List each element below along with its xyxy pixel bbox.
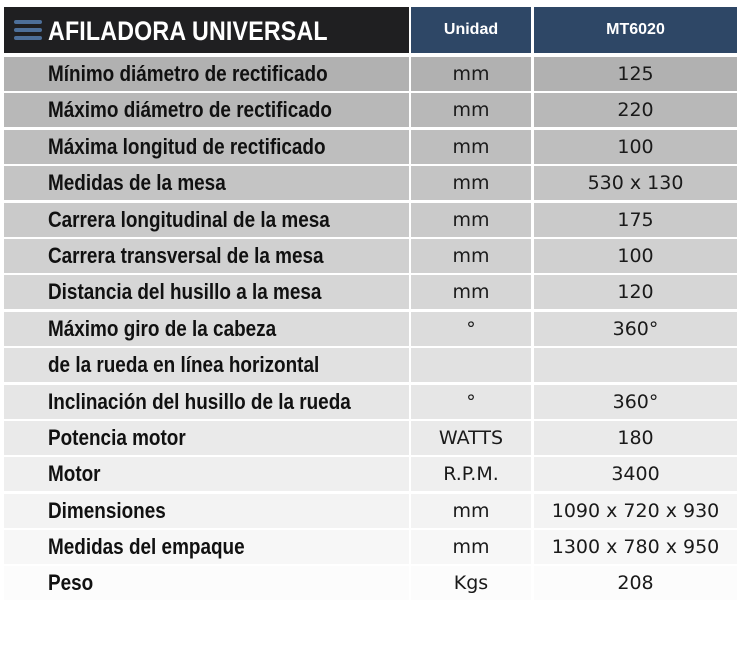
model-column-header: MT6020 [534,7,737,53]
spec-label-cell [4,166,409,200]
table-row [4,566,737,600]
menu-icon [14,20,42,40]
spec-label-cell [4,566,409,600]
value-cell [534,348,737,382]
table-row [4,275,737,309]
unit-cell [411,166,531,200]
table-body [4,57,737,600]
spec-unit: mm [452,99,490,122]
spec-label-cell [4,203,409,237]
spec-value: 1300 x 780 x 950 [551,536,720,559]
unit-cell [411,457,531,491]
spec-value: 360° [612,317,659,340]
spec-label: Peso [48,570,94,596]
spec-label: Carrera transversal de la mesa [48,242,324,268]
spec-unit: mm [452,135,490,158]
spec-value: 220 [617,99,654,122]
spec-unit: R.P.M. [443,463,499,486]
spec-value: 175 [617,208,654,231]
unit-cell [411,312,531,346]
spec-label: Mínimo diámetro de rectificado [48,61,328,86]
table-row [4,421,737,455]
value-cell [534,530,737,564]
table-row [4,530,737,564]
spec-value: 208 [617,572,654,595]
table-row [4,312,737,346]
value-cell [534,457,737,491]
spec-label: Máximo diámetro de rectificado [48,97,332,123]
spec-label-cell [4,385,409,419]
spec-label: Inclinación del husillo de la rueda [48,388,351,414]
table-title: AFILADORA UNIVERSAL [48,16,328,46]
spec-label: Distancia del husillo a la mesa [48,279,322,305]
unit-cell [411,385,531,419]
unit-cell [411,57,531,91]
table-row [4,239,737,273]
spec-value: 120 [617,281,654,304]
spec-label: Medidas de la mesa [48,170,226,196]
unit-cell [411,421,531,455]
spec-label: Dimensiones [48,497,166,523]
table-row [4,166,737,200]
spec-value: 180 [617,426,654,449]
spec-unit: mm [452,499,490,522]
table-row [4,130,737,164]
unit-cell [411,566,531,600]
value-cell [534,421,737,455]
value-cell [534,494,737,528]
spec-label-cell [4,312,409,346]
spec-label-cell [4,530,409,564]
spec-unit: mm [452,536,490,559]
value-cell [534,312,737,346]
spec-label-cell [4,348,409,382]
spec-label-cell [4,457,409,491]
spec-label: Máximo giro de la cabeza [48,315,277,341]
spec-unit: ° [466,317,476,340]
value-cell [534,385,737,419]
spec-label: Máxima longitud de rectificado [48,133,326,159]
unit-cell [411,130,531,164]
spec-unit: mm [452,281,490,304]
spec-label-cell [4,93,409,127]
unit-column-header: Unidad [411,7,531,53]
title-cell [4,7,409,53]
value-cell [534,275,737,309]
spec-value: 100 [617,135,654,158]
spec-table [4,7,737,603]
unit-cell [411,239,531,273]
spec-label: Medidas del empaque [48,534,245,560]
spec-label: de la rueda en línea horizontal [48,352,320,378]
spec-unit: mm [452,172,490,195]
value-cell [534,239,737,273]
spec-value: 1090 x 720 x 930 [551,499,720,522]
spec-label-cell [4,57,409,91]
spec-unit: mm [452,208,490,231]
table-row [4,203,737,237]
table-row [4,494,737,528]
value-cell [534,566,737,600]
spec-value: 125 [617,63,654,85]
unit-cell [411,93,531,127]
spec-value: 360° [612,390,659,413]
unit-cell [411,530,531,564]
table-row [4,348,737,382]
table-row [4,57,737,91]
unit-cell [411,275,531,309]
unit-cell [411,203,531,237]
spec-unit: ° [466,390,476,413]
unit-cell [411,494,531,528]
spec-label-cell [4,130,409,164]
value-cell [534,93,737,127]
spec-value: 3400 [611,463,660,486]
spec-unit: mm [452,63,490,85]
spec-value: 100 [617,244,654,267]
spec-unit: Kgs [453,572,489,595]
unit-cell [411,348,531,382]
spec-label: Potencia motor [48,424,186,450]
value-cell [534,57,737,91]
spec-label-cell [4,239,409,273]
value-cell [534,130,737,164]
spec-unit: WATTS [438,426,504,449]
spec-value: 530 x 130 [587,172,684,195]
table-row [4,457,737,491]
table-header [4,7,737,53]
spec-label: Carrera longitudinal de la mesa [48,206,330,232]
spec-label-cell [4,494,409,528]
spec-unit: mm [452,244,490,267]
spec-label-cell [4,421,409,455]
spec-label-cell [4,275,409,309]
table-row [4,385,737,419]
value-cell [534,203,737,237]
spec-label: Motor [48,461,101,487]
table-row [4,93,737,127]
value-cell [534,166,737,200]
